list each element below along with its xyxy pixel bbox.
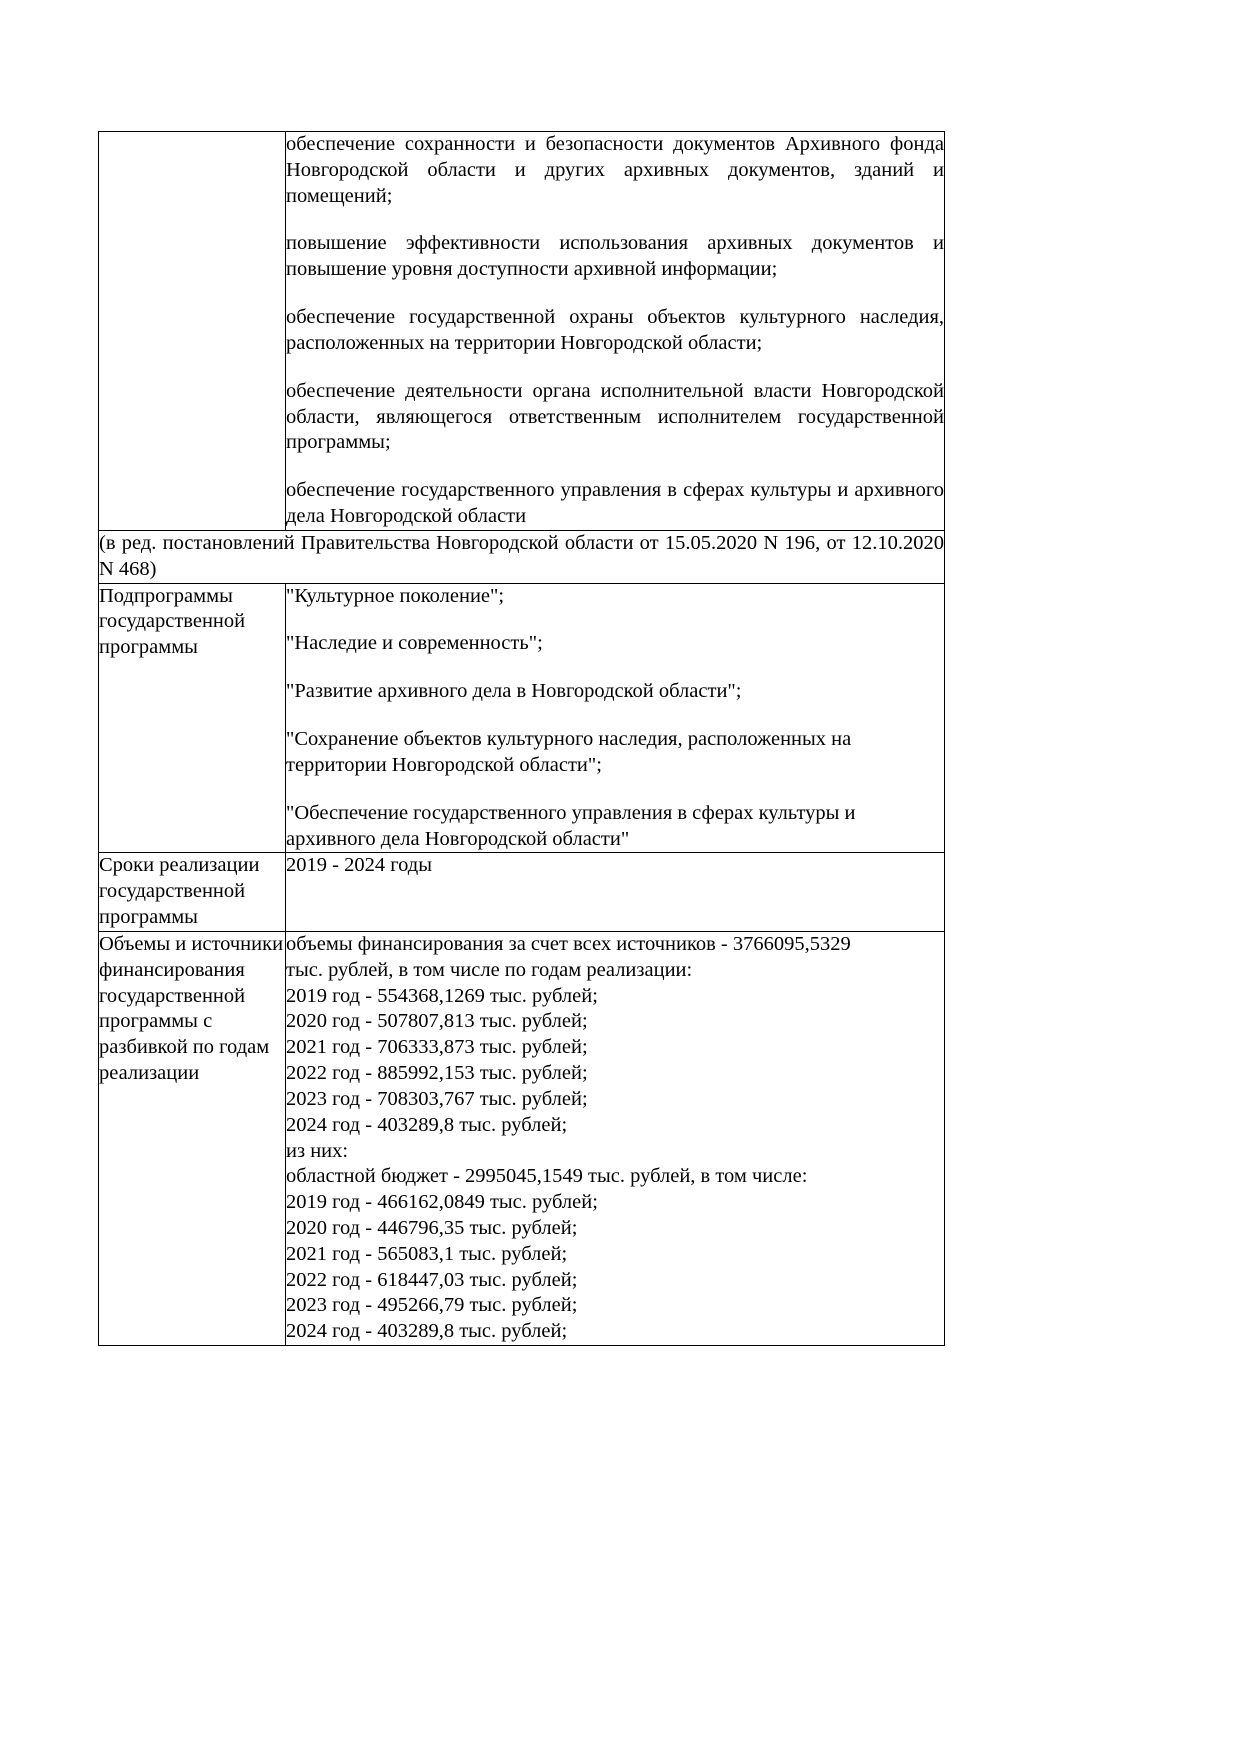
funding-line: тыс. рублей, в том числе по годам реализации:: [286, 958, 693, 981]
funding-line: 2024 год - 403289,8 тыс. рублей;: [286, 1320, 568, 1343]
goal-paragraph: обеспечение государственного управления в сферах культуры и архивного дела Новгородской области: [286, 479, 944, 528]
funding-line: из них:: [286, 1139, 349, 1162]
funding-line: 2021 год - 706333,873 тыс. рублей;: [286, 1036, 588, 1059]
subprograms-label-cell: [99, 583, 286, 853]
terms-label: Сроки реализации государственной программы: [99, 854, 260, 929]
table-row-funding: [99, 931, 945, 1345]
goal-paragraph: обеспечение государственной охраны объектов культурного наследия, расположенных на территории Новгородской области;: [286, 306, 944, 354]
terms-value: 2019 - 2024 годы: [286, 854, 432, 877]
funding-line: 2023 год - 708303,767 тыс. рублей;: [286, 1087, 588, 1110]
amendment-note-text: (в ред. постановлений Правительства Новгородской области от 15.05.2020 N 196, от 12.10.2020 N 468): [99, 531, 944, 580]
subprogram-item: "Культурное поколение";: [286, 584, 505, 607]
amendment-note-cell: [99, 530, 945, 583]
subprograms-value-cell: [286, 583, 945, 853]
funding-label-cell: [99, 931, 286, 1345]
table-row-amendment-note: [99, 530, 945, 583]
funding-line: объемы финансирования за счет всех источников - 3766095,5329: [286, 932, 851, 955]
subprogram-item: "Обеспечение государственного управления в сферах культуры и архивного дела Новгородской области": [286, 801, 856, 850]
funding-line: 2020 год - 507807,813 тыс. рублей;: [286, 1010, 588, 1033]
table-body: [99, 132, 945, 1346]
program-passport-table: [98, 131, 945, 1346]
table-row-terms: [99, 853, 945, 931]
table-row-goals: [99, 132, 945, 531]
funding-line: 2022 год - 885992,153 тыс. рублей;: [286, 1062, 588, 1085]
table-row-subprograms: [99, 583, 945, 853]
goals-label-cell: [99, 132, 286, 531]
subprogram-item: "Развитие архивного дела в Новгородской области";: [286, 680, 742, 703]
subprogram-item: "Наследие и современность";: [286, 632, 543, 655]
funding-line: 2022 год - 618447,03 тыс. рублей;: [286, 1268, 578, 1291]
funding-line: 2023 год - 495266,79 тыс. рублей;: [286, 1294, 578, 1317]
goal-paragraph: повышение эффективности использования архивных документов и повышение уровня доступности архивной информации;: [286, 232, 944, 281]
funding-value-cell: [286, 931, 945, 1345]
subprogram-item: "Сохранение объектов культурного наследия, расположенных на территории Новгородской области";: [286, 728, 852, 776]
terms-label-cell: [99, 853, 286, 931]
funding-line: 2019 год - 554368,1269 тыс. рублей;: [286, 984, 598, 1007]
goals-value-cell: [286, 132, 945, 531]
funding-label: Объемы и источники финансирования государственной программы с разбивкой по годам реализации: [99, 932, 284, 1085]
funding-line: 2021 год - 565083,1 тыс. рублей;: [286, 1242, 568, 1265]
funding-line: 2024 год - 403289,8 тыс. рублей;: [286, 1113, 568, 1136]
funding-line: областной бюджет - 2995045,1549 тыс. рублей, в том числе:: [286, 1165, 808, 1188]
terms-value-cell: [286, 853, 945, 931]
funding-line: 2020 год - 446796,35 тыс. рублей;: [286, 1216, 578, 1239]
goal-paragraph: обеспечение сохранности и безопасности документов Архивного фонда Новгородской области и других архивных документов, зданий и помещений;: [286, 133, 944, 207]
goal-paragraph: обеспечение деятельности органа исполнительной власти Новгородской области, являющегося ответственным исполнителем государственной программы;: [286, 379, 944, 454]
funding-line: 2019 год - 466162,0849 тыс. рублей;: [286, 1191, 598, 1214]
subprograms-label: Подпрограммы государственной программы: [99, 584, 246, 659]
